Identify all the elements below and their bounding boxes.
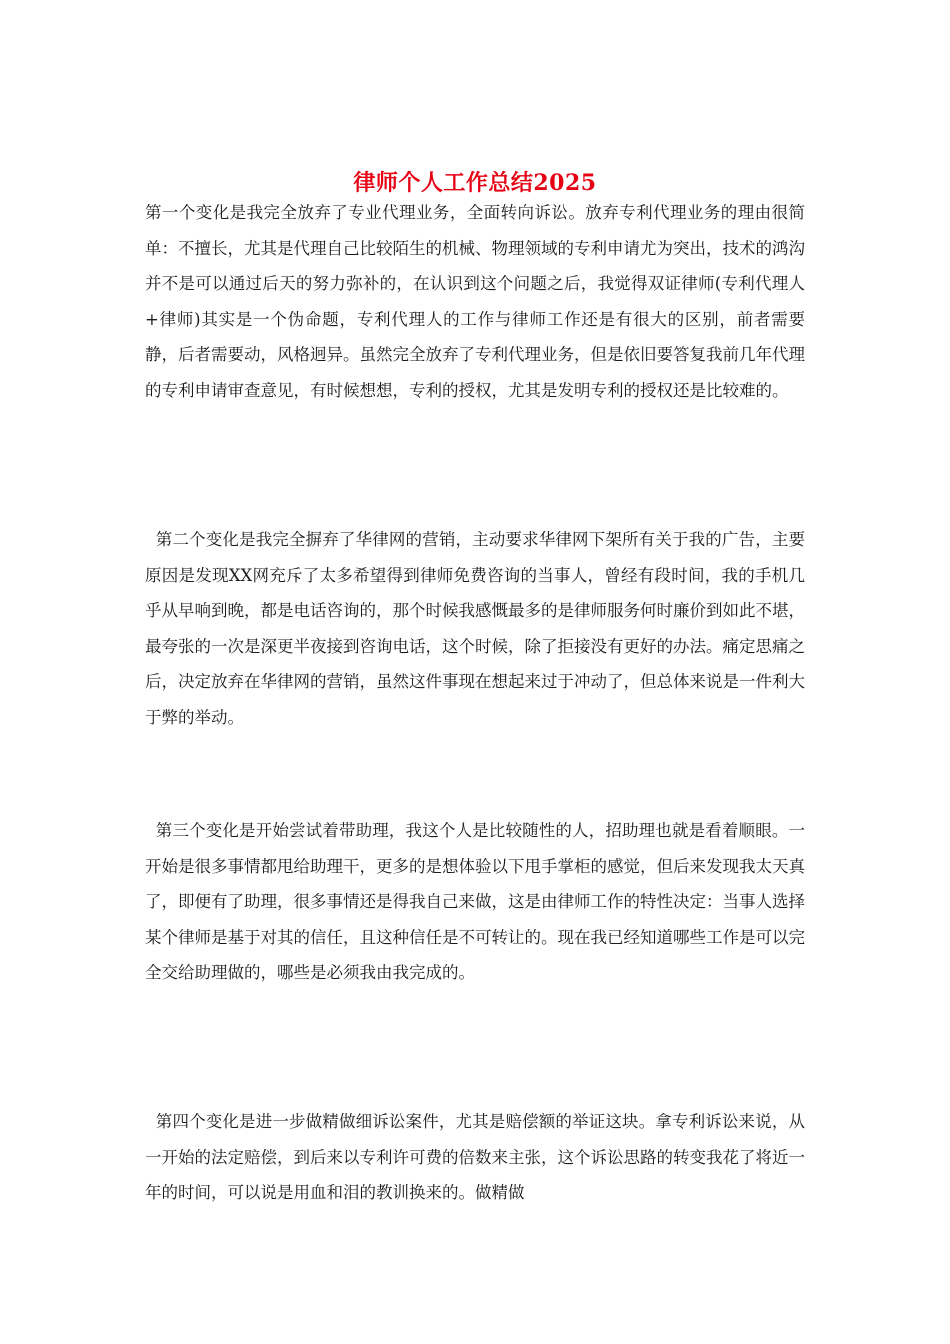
paragraph-third-change: 第三个变化是开始尝试着带助理，我这个人是比较随性的人，招助理也就是看着顺眼。一开始是很多事情都甩给助理干，更多的是想体验以下甩手掌柜的感觉，但后来发现我太天真了，即便有了助理，很多事情还是得我自己来做，这是由律师工作的特性决定：当事人选择某个律师是基于对其的信任，且这种信任是不可转让的。现在我已经知道哪些工作是可以完全交给助理做的，哪些是必须我由我完成的。 (145, 821, 805, 982)
paragraph-second-change: 第二个变化是我完全摒弃了华律网的营销，主动要求华律网下架所有关于我的广告，主要原因是发现XX网充斥了太多希望得到律师免费咨询的当事人，曾经有段时间，我的手机几乎从早响到晚，都是电话咨询的，那个时候我感慨最多的是律师服务何时廉价到如此不堪，最夸张的一次是深更半夜接到咨询电话，这个时候，除了拒接没有更好的办法。痛定思痛之后，决定放弃在华律网的营销，虽然这件事现在想起来过于冲动了，但总体来说是一件利大于弊的举动。 (145, 530, 805, 727)
document-title: 律师个人工作总结2025 (353, 169, 597, 196)
paragraph-fourth-change: 第四个变化是进一步做精做细诉讼案件，尤其是赔偿额的举证这块。拿专利诉讼来说，从一开始的法定赔偿，到后来以专利许可费的倍数来主张，这个诉讼思路的转变我花了将近一年的时间，可以说是用血和泪的教训换来的。做精做 (145, 1112, 805, 1202)
paragraph-first-change: 第一个变化是我完全放弃了专业代理业务，全面转向诉讼。放弃专利代理业务的理由很简单：不擅长，尤其是代理自己比较陌生的机械、物理领域的专利申请尤为突出，技术的鸿沟并不是可以通过后天的努力弥补的，在认识到这个问题之后，我觉得双证律师(专利代理人+律师)其实是一个伪命题，专利代理人的工作与律师工作还是有很大的区别，前者需要静，后者需要动，风格迥异。虽然完全放弃了专利代理业务，但是依旧要答复我前几年代理的专利申请审查意见，有时候想想，专利的授权，尤其是发明专利的授权还是比较难的。 (145, 203, 805, 400)
